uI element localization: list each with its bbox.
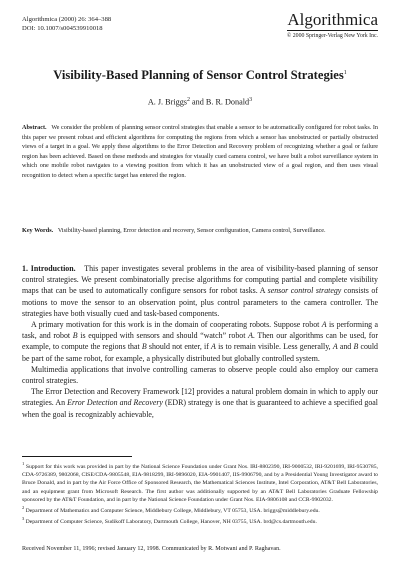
footnote-mark: 2 <box>22 504 25 510</box>
abstract <box>22 123 378 181</box>
author-2: B. R. Donald <box>205 97 250 107</box>
footnote-1 <box>22 460 378 504</box>
text-span: could be part of the same robot, for example, a physically distributed but globally controlled system. <box>22 342 378 363</box>
text-span: . Then our algorithms can be used, for example, to compute the regions that <box>22 331 378 352</box>
text-span: is performing a task, and robot <box>22 320 378 341</box>
author-1-mark: 2 <box>186 97 190 103</box>
text-span: is to remain visible. Less generally, <box>215 342 333 352</box>
emphasis: Error Detection and Recovery <box>67 398 163 408</box>
author-1: A. J. Briggs <box>147 97 187 107</box>
math-var: A <box>321 320 327 330</box>
journal-masthead <box>287 11 378 39</box>
footnotes <box>22 460 378 526</box>
text-span: The Error Detection and Recovery Framework [12] provides a natural problem domain in which to apply our strategies. An <box>22 387 378 408</box>
title-text: Visibility-Based Planning of Sensor Control Strategies <box>53 68 344 82</box>
title-footnote-mark: 1 <box>343 69 347 76</box>
received-line: Received November 11, 1996; revised January 12, 1998. Communicated by R. Motwani and P. Raghavan. <box>22 546 281 552</box>
abstract-label: Abstract. <box>22 124 47 131</box>
paragraph-2 <box>22 319 378 364</box>
abstract-text: We consider the problem of planning sensor control strategies that enable a sensor to be automatically configured for robot tasks. In this paper we present robust and efficient algorithms for computing the regions from which a sensor has unobstructed or partially obstructed views of a target in a goal. We apply these algorithms to the Error Detection and Recovery problem of recognizing whether a goal or failure region has been achieved. Based on these methods and strategies for visually cued camera control, we have built a robot surveillance system in which one mobile robot navigates to a viewing position from which it has an unobstructed view of a goal region, and then uses visual recognition to detect when a specific target has entered the region. <box>22 124 379 179</box>
keywords-text: Visibility-based planning, Error detection and recovery, Sensor configuration, Camera control, Surveillance. <box>57 227 326 234</box>
body-text <box>22 263 378 420</box>
paper-title <box>0 68 400 83</box>
text-span: should not enter, if <box>146 342 212 352</box>
citation-block <box>22 15 111 33</box>
paragraph-4 <box>22 386 378 420</box>
footnote-text: Department of Computer Science, Sudikoff Laboratory, Dartmouth College, Hanover, NH 03755, USA. brd@cs.dartmouth.edu. <box>25 518 317 525</box>
math-var: B <box>353 342 359 352</box>
keywords <box>22 226 378 236</box>
footnote-mark: 1 <box>22 461 25 466</box>
footnote-mark: 3 <box>22 516 25 521</box>
text-span: A primary motivation for this work is in the domain of cooperating robots. Suppose robot <box>31 320 322 330</box>
doi: DOI: 10.1007/s004539910018 <box>22 25 103 33</box>
section-heading: 1. Introduction. <box>22 264 76 273</box>
keywords-label: Key Words. <box>22 227 54 234</box>
text-span: and <box>337 342 354 352</box>
math-var: B <box>72 331 78 341</box>
copyright-line: © 2000 Springer-Verlag New York Inc. <box>286 33 378 39</box>
author-conjunction: and <box>189 97 206 107</box>
text-span: This paper investigates several problems in the area of visibility-based planning of sensor control strategies. We present combinatorially precise algorithms for computing partial and complete visibility maps that can be used to automatically configure sensors for robot tasks. A <box>22 264 378 296</box>
math-var: B <box>141 342 147 352</box>
footnote-3 <box>22 515 378 526</box>
journal-name: Algorithmica <box>287 10 378 29</box>
text-span: is equipped with sensors and should “watch” robot <box>77 331 249 341</box>
author-2-mark: 3 <box>249 97 253 103</box>
math-var: A <box>332 342 338 352</box>
footnote-text: Support for this work was provided in part by the National Science Foundation under Grant Nos. IRI-8802390, IRI-9000532, IRI-9201699, IRI-9530785, CDA-9726389, 9802068, CISE/CDA-9805548, EIA-9818299, IRI-9896020, EIA-9901407, IIS-9906790, and by a Presidential Young Investigator award to Bruce Donald, and in part by the Air Force Office of Sponsored Research, the Mathematical Sciences Institute, Intel Corporation, AT&T Bell Laboratories, and an equipment grant from Microsoft Research. The first author was additionally supported by an AT&T Bell Laboratories Graduate Fellowship sponsored by the AT&T Foundation, and in part by the National Science Foundation under Grant Nos. EIA-9806108 and CCR-9902032. <box>22 463 378 503</box>
math-var: A <box>248 331 253 341</box>
footnote-rule <box>22 456 132 457</box>
journal-citation: Algorithmica (2000) 26: 364–388 <box>22 16 112 23</box>
paragraph-1 <box>22 263 378 319</box>
emphasis: sensor control strategy <box>267 286 342 296</box>
author-line <box>0 97 400 107</box>
text-span: consists of motions to move the sensor to an observation point, plus control parameters to the camera controller. The strategies have both visually cued and task-based components. <box>22 286 378 318</box>
paragraph-3: Multimedia applications that involve controlling cameras to observe people could also employ our camera control strategies. <box>22 364 378 386</box>
math-var: A <box>211 342 216 352</box>
text-span: (EDR) strategy is one that is guaranteed to achieve a specified goal when the goal is recognizably achievable, <box>22 398 378 419</box>
footnote-2 <box>22 504 378 515</box>
footnote-text: Department of Mathematics and Computer Science, Middlebury College, Middlebury, VT 05753, USA. briggs@middlebury.edu. <box>25 507 320 514</box>
